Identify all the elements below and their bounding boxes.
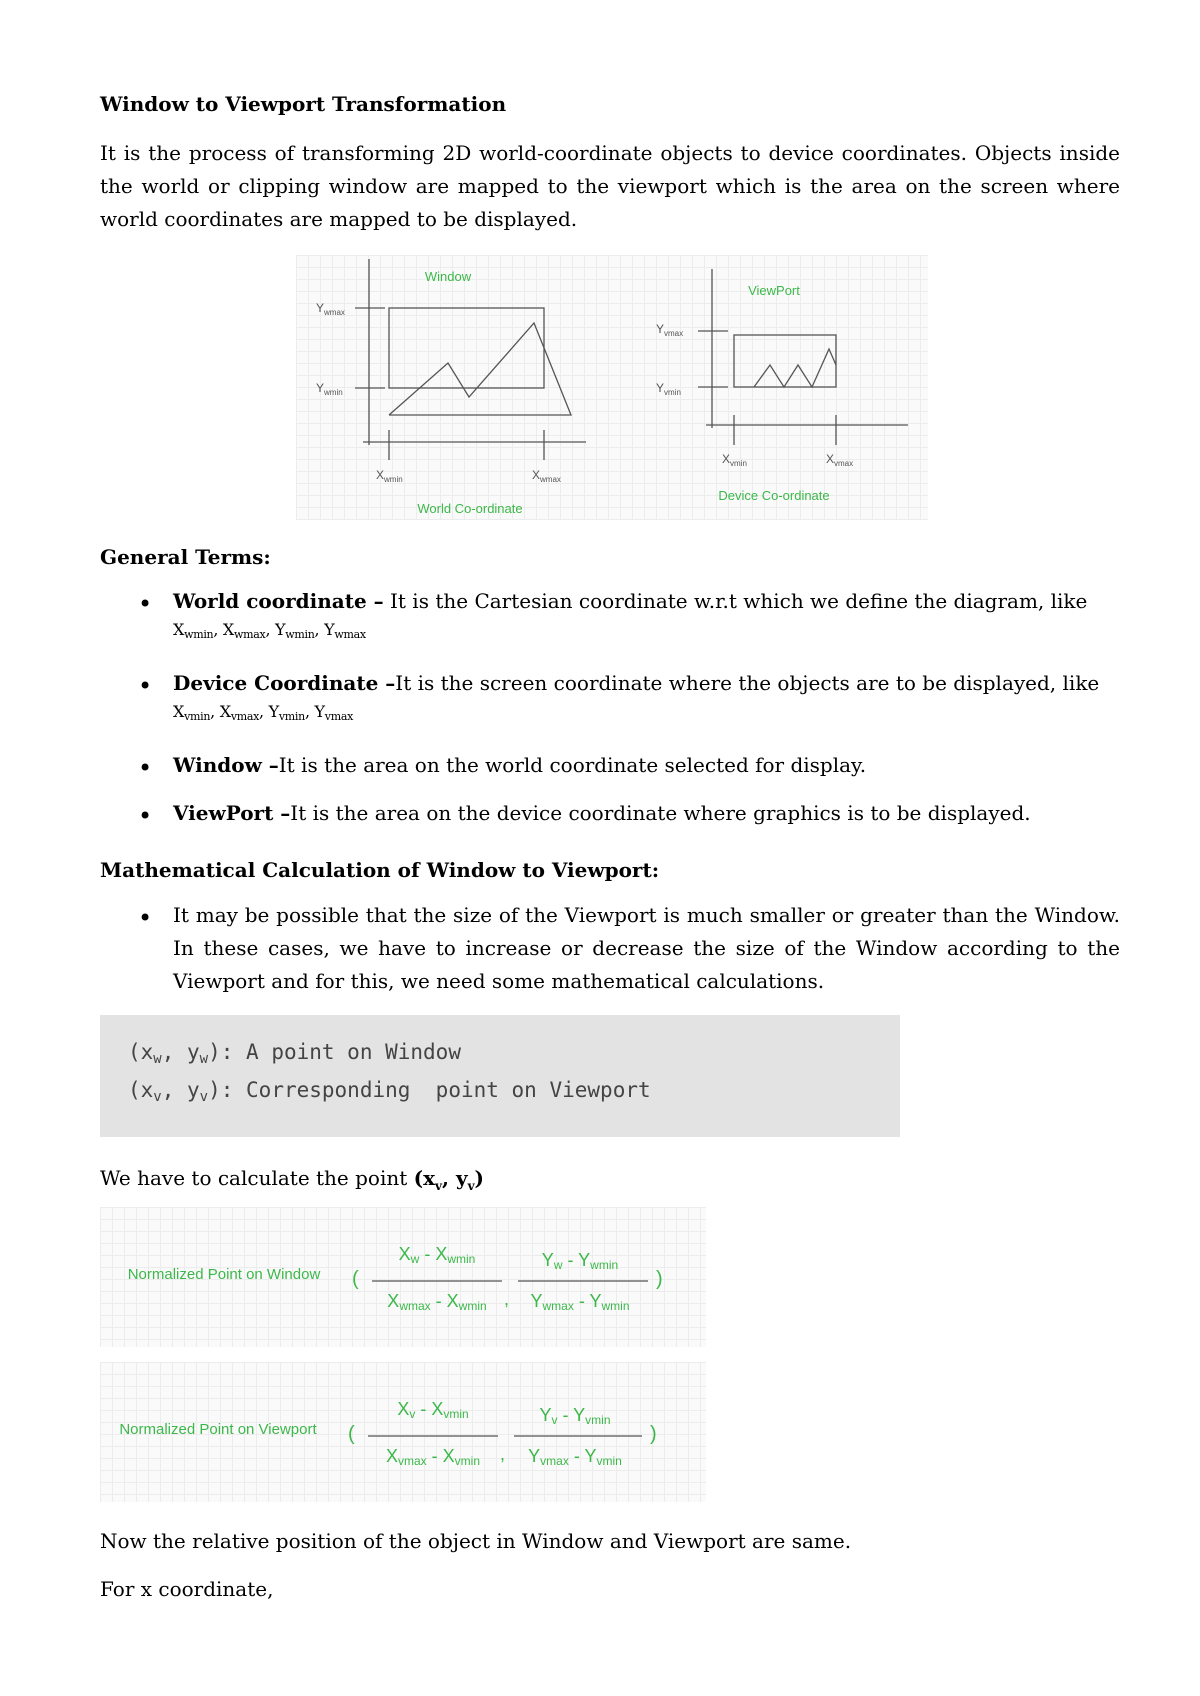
device-xmin-label: $X_{vmin}$ <box>722 452 747 468</box>
formula-window-label: Normalized Point on Window <box>127 1266 321 1283</box>
term-label: Device Coordinate – <box>173 671 396 695</box>
world-xmax-label: $X_{wmax}$ <box>532 468 561 484</box>
term-viewport <box>173 797 1120 830</box>
open-paren: ( <box>348 1423 355 1445</box>
open-paren: ( <box>352 1268 359 1290</box>
viewport-label: ViewPort <box>748 283 800 298</box>
comma: , <box>500 1444 506 1464</box>
transformation-diagram <box>296 255 928 520</box>
math-heading: Mathematical Calculation of Window to Viewport: <box>100 858 660 882</box>
num2: Yv - Yvmin <box>539 1405 611 1427</box>
world-ymax-label: $Y_{wmax}$ <box>316 301 345 317</box>
world-vars: Xwmin, Xwmax, Ywmin, Ywmax <box>173 620 366 641</box>
calc-line: We have to calculate the point ($x_v$, $y_v$) <box>100 1166 485 1193</box>
viewport-rect <box>734 335 836 387</box>
num1: Xv - Xvmin <box>397 1399 469 1421</box>
den1: Xvmax - Xvmin <box>385 1446 481 1468</box>
den1: Xwmax - Xwmin <box>387 1291 487 1313</box>
close-paren: ) <box>656 1268 663 1290</box>
device-caption: Device Co-ordinate <box>718 488 830 503</box>
comma: , <box>504 1289 510 1309</box>
term-window <box>173 749 1120 782</box>
term-text: It is the Cartesian coordinate w.r.t which we define the diagram, like <box>383 589 1088 613</box>
device-ymin-label: $Y_{vmin}$ <box>656 381 681 397</box>
term-text: It is the screen coordinate where the objects are to be displayed, like <box>395 671 1100 695</box>
general-terms-heading: General Terms: <box>100 545 271 569</box>
close-paren: ) <box>650 1423 657 1445</box>
bullet-icon: • <box>138 754 153 782</box>
formula-viewport <box>100 1362 706 1502</box>
code-line-2: (xv, yv): Corresponding point on Viewport <box>128 1078 651 1105</box>
device-ymax-label: $Y_{vmax}$ <box>656 322 684 338</box>
term-world-coordinate <box>173 585 1120 645</box>
world-xmin-label: $X_{wmin}$ <box>376 468 403 484</box>
formula-window <box>100 1207 706 1347</box>
bullet-icon: • <box>138 672 153 700</box>
window-rect <box>389 308 544 388</box>
world-ymin-label: $Y_{wmin}$ <box>316 381 343 397</box>
num2: Yw - Ywmin <box>541 1250 619 1272</box>
formula-viewport-svg <box>100 1362 706 1502</box>
term-text: It is the area on the world coordinate selected for display. <box>278 753 867 777</box>
code-line-1: (xw, yw): A point on Window <box>128 1040 461 1067</box>
world-caption: World Co-ordinate <box>417 501 523 516</box>
term-text: It is the area on the device coordinate where graphics is to be displayed. <box>290 801 1031 825</box>
formula-window-svg <box>100 1207 706 1347</box>
for-x-text: For x coordinate, <box>100 1577 274 1601</box>
den2: Yvmax - Yvmin <box>528 1446 622 1468</box>
term-device-coordinate <box>173 667 1120 727</box>
math-bullet-text: It may be possible that the size of the Viewport is much smaller or greater than the Window. In these cases, we have to increase or decrease the size of the Window according to the Viewport and for this, we need some mathematical calculations. <box>173 903 1120 993</box>
device-object-shape <box>754 349 836 387</box>
window-label: Window <box>424 269 472 284</box>
term-label: ViewPort – <box>173 801 291 825</box>
device-xmax-label: $X_{vmax}$ <box>826 452 854 468</box>
num1: Xw - Xwmin <box>398 1244 476 1266</box>
relative-position-text: Now the relative position of the object in Window and Viewport are same. <box>100 1529 852 1553</box>
bullet-icon: • <box>138 904 153 932</box>
intro-paragraph: It is the process of transforming 2D world-coordinate objects to device coordinates. Objects inside the world or clipping window are mapped to the viewport which is the area on the screen where world coordinates are mapped to be displayed. <box>100 141 1120 231</box>
den2: Ywmax - Ywmin <box>530 1291 630 1313</box>
code-block <box>100 1015 900 1137</box>
formula-viewport-label: Normalized Point on Viewport <box>119 1421 317 1438</box>
term-label: World coordinate – <box>173 589 384 613</box>
term-label: Window – <box>173 753 279 777</box>
page-title: Window to Viewport Transformation <box>100 92 507 116</box>
bullet-icon: • <box>138 802 153 830</box>
device-vars: Xvmin, Xvmax, Yvmin, Yvmax <box>173 702 354 723</box>
transformation-diagram-svg <box>296 255 928 520</box>
bullet-icon: • <box>138 590 153 618</box>
